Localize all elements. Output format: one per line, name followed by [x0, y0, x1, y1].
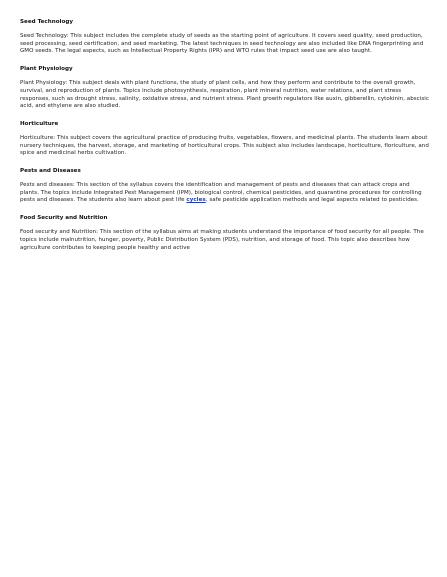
section-seed-technology	[20, 18, 430, 56]
section-plant-physiology	[20, 65, 430, 111]
section-heading: Food Security and Nutrition	[20, 215, 108, 222]
section-paragraph	[20, 182, 430, 205]
section-paragraph: Plant Physiology: This subject deals with plant functions, the study of plant cells, and how they perform and contribute to the overall growth, survival, and reproduction of plants. Topics include photosynthesis, respiration, plant mineral nutrition, water relations, and plant stress responses, such as drought stress, salinity, oxidative stress, and nutrient stress. Plant growth regulators like auxin, gibberellin, cytokinin, abscisic acid, and ethylene are also studied.	[20, 80, 429, 110]
section-heading: Plant Physiology	[20, 66, 73, 73]
cycles-link[interactable]: cycles	[186, 197, 206, 204]
section-paragraph: Seed Technology: This subject includes the complete study of seeds as the starting point of agriculture. It covers seed quality, seed production, seed processing, seed certification, and seed marketing. The latest techniques in seed technology are also included like DNA fingerprinting and GMO seeds. The legal aspects, such as Intellectual Property Rights (IPR) and WTO rules that impact seed use are also taught.	[20, 33, 424, 55]
document-page	[20, 18, 430, 261]
section-heading: Horticulture	[20, 120, 59, 127]
section-food-security-nutrition	[20, 214, 430, 252]
paragraph-text-before-link: Pests and diseases: This section of the syllabus covers the identification and management of pests and diseases that can attack crops and plants. The topics include Integrated Pest Management (IPM), biological control, chemical pesticides, and quarantine procedures for controlling pests and diseases. The students also learn about pest life	[20, 182, 422, 204]
section-pests-and-diseases	[20, 167, 430, 205]
paragraph-text-after-link: , safe pesticide application methods and legal aspects related to pesticides.	[205, 197, 419, 204]
section-heading: Seed Technology	[20, 19, 73, 25]
section-paragraph: Food security and Nutrition: This section of the syllabus aims at making students understand the importance of food security for all people. The topics include malnutrition, hunger, poverty, Public Distribution System (PDS), nutrition, and storage of food. This topic also describes how agriculture contributes to keeping people healthy and active	[20, 229, 424, 251]
section-paragraph: Horticulture: This subject covers the agricultural practice of producing fruits, vegetables, flowers, and medicinal plants. The students learn about nursery techniques, the harvest, storage, and marketing of horticultural crops. This subject also includes landscape, horticulture, floriculture, and spice and medicinal herbs cultivation.	[20, 134, 429, 157]
section-heading: Pests and Diseases	[20, 168, 81, 175]
section-horticulture	[20, 120, 430, 158]
